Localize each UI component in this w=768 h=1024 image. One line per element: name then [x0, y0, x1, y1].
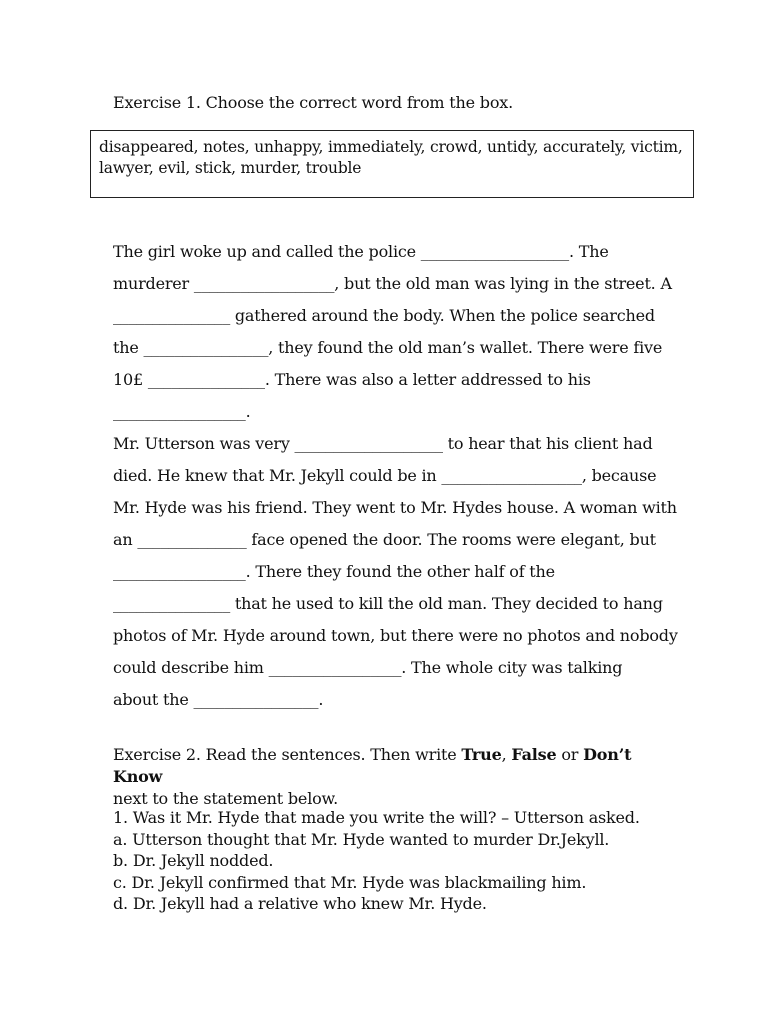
passage-line: an ______________ face opened the door. The rooms were elegant, but: [113, 530, 656, 549]
exercise2-questions: [113, 807, 693, 915]
passage-line: Mr. Hyde was his friend. They went to Mr. Hydes house. A woman with: [113, 498, 677, 517]
separator: or: [556, 745, 584, 764]
statement-d: d. Dr. Jekyll had a relative who knew Mr. Hyde.: [113, 894, 487, 913]
passage-line: _______________ that he used to kill the old man. They decided to hang: [113, 594, 663, 613]
exercise2-instruction-line-2: next to the statement below.: [113, 789, 339, 808]
exercise2-instruction-line-1: [113, 744, 673, 788]
passage-line: could describe him _________________. The whole city was talking: [113, 658, 623, 677]
passage-line: _________________.: [113, 402, 251, 421]
statement-b: b. Dr. Jekyll nodded.: [113, 851, 274, 870]
passage-line: The girl woke up and called the police ___________________. The: [113, 242, 609, 261]
statement-c: c. Dr. Jekyll confirmed that Mr. Hyde was blackmailing him.: [113, 872, 587, 892]
passage-line: murderer __________________, but the old man was lying in the street. A: [113, 274, 672, 293]
passage-line: 10£ _______________. There was also a letter addressed to his: [113, 370, 591, 389]
separator: ,: [501, 745, 512, 764]
passage-line: about the ________________.: [113, 690, 324, 709]
passage-line: _________________. There they found the other half of the: [113, 562, 555, 581]
exercise2-intro-text: Exercise 2. Read the sentences. Then write: [113, 745, 462, 764]
passage-line: the ________________, they found the old man’s wallet. There were five: [113, 338, 663, 357]
statement-a: a. Utterson thought that Mr. Hyde wanted to murder Dr.Jekyll.: [113, 829, 610, 849]
true-keyword: True: [461, 745, 502, 764]
passage-line: Mr. Utterson was very ___________________ to hear that his client had: [113, 434, 653, 453]
question-1: 1. Was it Mr. Hyde that made you write the will? – Utterson asked.: [113, 808, 640, 827]
passage-line: _______________ gathered around the body. When the police searched: [113, 306, 655, 325]
passage-line: died. He knew that Mr. Jekyll could be in __________________, because: [113, 466, 657, 485]
word-box: [90, 130, 694, 198]
false-keyword: False: [511, 745, 557, 764]
passage-line: photos of Mr. Hyde around town, but there were no photos and nobody: [113, 626, 678, 645]
exercise2-instructions: [113, 744, 673, 810]
exercise1-title: Exercise 1. Choose the correct word from the box.: [113, 93, 513, 112]
word-box-line-2: lawyer, evil, stick, murder, trouble: [99, 159, 362, 177]
word-box-line-1: disappeared, notes, unhappy, immediately, crowd, untidy, accurately, victim,: [99, 138, 683, 156]
exercise1-passage: [113, 240, 678, 720]
dont-know-keyword: Don’t Know: [113, 745, 632, 786]
